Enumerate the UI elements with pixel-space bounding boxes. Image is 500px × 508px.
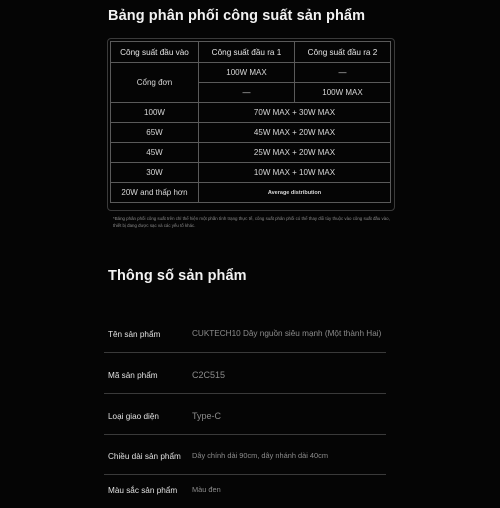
spec-row-color [104,470,386,508]
header-output-2: Công suất đầu ra 2 [295,42,391,63]
header-input-power: Công suất đầu vào [111,42,199,63]
output-cell: Average distribution [199,183,391,203]
spec-label: Loại giao diện [108,412,159,421]
spec-label: Mã sản phẩm [108,371,158,380]
single-port-out2-a: — [295,63,391,83]
specs-title: Thông số sản phẩm [108,268,247,284]
spec-value: Type-C [192,411,222,421]
table-row [111,123,391,143]
spec-row-interface [104,396,386,435]
spec-label: Chiều dài sản phẩm [108,452,181,461]
table-row [111,163,391,183]
distribution-title: Bảng phân phối công suất sản phẩm [108,8,366,24]
input-cell: 20W and thấp hơn [111,183,199,203]
table-row [111,103,391,123]
spec-label: Tên sản phẩm [108,330,161,339]
input-cell: 100W [111,103,199,123]
spec-value: Dây chính dài 90cm, dây nhánh dài 40cm [192,451,328,460]
spec-row-model [104,355,386,394]
single-port-out1-a: 100W MAX [199,63,295,83]
input-cell: 65W [111,123,199,143]
spec-row-name [104,314,386,353]
spec-value: Màu đen [192,485,221,494]
distribution-footnote: *Bảng phân phối công suất trên chỉ thể hiện một phần tình trạng thực tế, công suất phân phối có thể thay đổi tùy thuộc vào công suất đầu vào, thiết bị đang được sạc và các yếu tố khác. [113,216,390,228]
table-header-row [111,42,391,63]
table-row [111,183,391,203]
table-row [111,143,391,163]
single-port-out2-b: 100W MAX [295,83,391,103]
output-cell: 45W MAX + 20W MAX [199,123,391,143]
power-distribution-table [110,41,391,203]
output-cell: 25W MAX + 20W MAX [199,143,391,163]
spec-value: C2C515 [192,370,226,380]
input-cell: 30W [111,163,199,183]
single-port-label: Cổng đơn [111,63,199,103]
output-cell: 70W MAX + 30W MAX [199,103,391,123]
output-cell: 10W MAX + 10W MAX [199,163,391,183]
spec-label: Màu sắc sản phẩm [108,486,178,495]
single-port-out1-b: — [199,83,295,103]
input-cell: 45W [111,143,199,163]
table-row [111,63,391,83]
header-output-1: Công suất đầu ra 1 [199,42,295,63]
spec-value: CUKTECH10 Dây nguồn siêu mạnh (Một thành Hai) [192,329,382,338]
